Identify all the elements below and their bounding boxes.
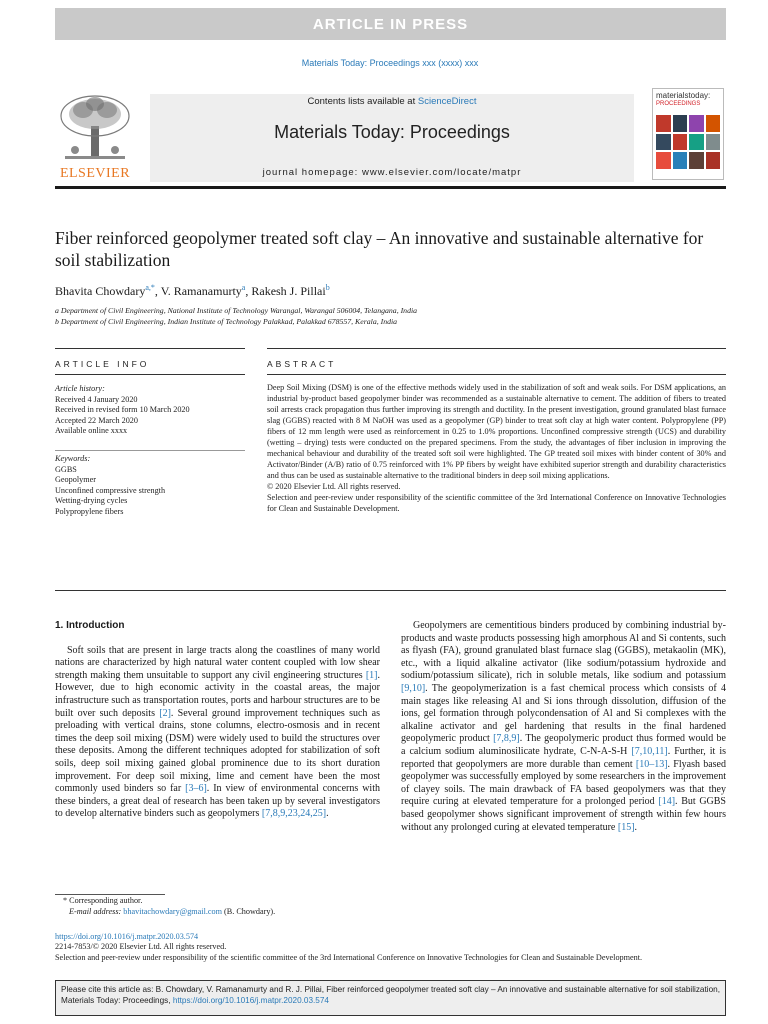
citation-link[interactable]: [7,10,11] [631,745,668,757]
keyword-item: Polypropylene fibers [55,506,124,516]
article-title: Fiber reinforced geopolymer treated soft clay – An innovative and sustainable alternative for soil stabilization [55,228,704,270]
citation-link[interactable]: [7,8,9] [493,733,520,745]
sciencedirect-link[interactable]: ScienceDirect [417,96,477,107]
history-item: Received 4 January 2020 [55,394,138,404]
peer-review-footnote: Selection and peer-review under responsibility of the scientific committee of the 3rd International Conference on Innovative Technologies for Clean and Sustainable Development. [55,953,643,962]
text-run: . However, due to high economic activity in the coastal areas, the major infrastructure such as transportation routes, ports and harbour structures are to be built over such deposits [55,669,380,719]
intro-paragraph [401,620,726,834]
elsevier-tree-logo [55,92,135,182]
text-run: . But GGBS based geopolymer shows significant improvement of strength within few hours without any prolonged curing at elevated temperature [401,796,726,833]
citation-link[interactable]: [2] [159,707,171,719]
abstract-peer-review: Selection and peer-review under responsibility of the scientific committee of the 3rd International Conference on Innovative Technologies for Clean and Sustainable Development. [267,493,726,513]
citation-link[interactable]: [10–13] [635,758,668,770]
citation-link[interactable]: [14] [658,796,676,808]
abstract-text: Deep Soil Mixing (DSM) is one of the effective methods widely used in the stabilization of soft and weak soils. For DSM applications, an industrial by-product based geopolymer binder was recommended as a sustainable alternative to cement. The addition of fibers to treated soil arrests crack propagation thus further improving its strength and ductility. In the present investigation, ground granulated blast furnace slag (GGBS) reacted with 8 M NaOH was used as a geopolymer (GP) binder to treat soft clay at high water content. Polypropylene (PP) fibers of 12 mm length were used as reinforcement in 0.25 to 1.0% proportions. Unconfined compressive strength (UCS) and durability (wetting – drying) tests were conducted on the prepared specimens. From the study, the advantages of fiber inclusion in improving the mechanical behaviour and durability of the treated soft soil were highlighted. The GP treated soil mixes with binder content of 30% and Activator/Binder (A/B) ratio of 0.75 reinforced with 1% PP fibers by weight have exhibited superior strength and durability characteristics and thus can be used as sustainable alternative to the traditional binders in deep soil mixing applications. [267,383,726,480]
body-top-rule [55,590,726,591]
article-info-heading: ARTICLE INFO [55,359,150,369]
top-citation-link[interactable]: Materials Today: Proceedings xxx (xxxx) xxx [301,58,479,68]
author-separator: , [154,284,161,298]
text-run: . Further, it is reported that geopolymers are more durable than cement [401,745,726,770]
footnote-rule [55,894,165,895]
cover-title: materialstoday: [656,91,711,100]
section-heading-introduction: 1. Introduction [55,620,125,631]
citation-link[interactable]: [9,10] [401,682,426,694]
keyword-item: GGBS [55,464,77,474]
doi-text[interactable]: https://doi.org/10.1016/j.matpr.2020.03.574 [55,932,199,941]
author-affil-mark[interactable]: a [241,283,246,292]
author-affil-mark[interactable]: b [325,283,330,292]
intro-paragraph [55,645,380,821]
journal-homepage[interactable]: journal homepage: www.elsevier.com/locate/matpr [262,167,522,178]
history-item: Received in revised form 10 March 2020 [55,405,190,414]
citation-link[interactable]: [15] [617,821,635,833]
body-column-left [55,620,380,821]
text-run: Soft soils that are present in large tracts along the coastlines of many world nations are characterized by high natural water content coupled with low shear strength making them unsuitable to support any civil engineering structures [55,644,380,681]
history-label: Article history: [55,384,105,393]
corresponding-author-note: * Corresponding author. [63,896,143,905]
article-in-press-banner [55,8,726,40]
citation-link[interactable]: [1] [365,669,378,681]
text-run: . In view of environmental concerns with these binders, a great deal of research has been taken up by several investigators to develop alternative binders such as geopolymers [55,783,380,820]
author-affil-mark[interactable]: a,* [145,283,155,292]
cite-doi-link[interactable]: https://doi.org/10.1016/j.matpr.2020.03.574 [172,996,329,1005]
journal-title: Materials Today: Proceedings [274,122,510,142]
cite-text: Please cite this article as: B. Chowdary, V. Ramanamurty and R. J. Pillai, Fiber reinforced geopolymer treated soft clay – An innovative and sustainable alternative for soil stabilization, Materials Today: Proceedings, [61,985,720,1005]
body-column-right [401,620,726,834]
author-name[interactable]: V. Ramanamurty [160,284,242,298]
abstract-heading: ABSTRACT [267,359,337,369]
text-run: . Several ground improvement techniques such as preloading with vertical drains, stone columns, electro-osmosis and in recent times the deep soil mixing (DSM) were widely used to build the structures over these deposits. Among the different techniques adopted for stabilization of soft soils, deep soil mixing gained global prominence due to its short duration improvement. For deep soil mixing, lime and cement have been the most commonly used binders so far [55,707,380,795]
history-item: Available online xxxx [55,426,128,435]
affiliation-a: a Department of Civil Engineering, National Institute of Technology Warangal, Warangal 506004, Telangana, India [55,306,418,315]
issn-line: 2214-7853/© 2020 Elsevier Ltd. All rights reserved. [55,942,227,951]
text-run: . Flyash based geopolymer was successfully employed by some researchers in the improvement of clayey soils. The main drawback of FA based geopolymers was that they require curing at elevated temperature for a prolonged period [401,758,726,808]
keywords-list [55,454,245,517]
author-name[interactable]: Bhavita Chowdary [55,284,146,298]
cover-subtitle: PROCEEDINGS [656,101,701,107]
history-item: Accepted 22 March 2020 [55,415,138,425]
banner-label: ARTICLE IN PRESS [312,15,469,33]
info-rule [55,348,245,349]
publisher-name: ELSEVIER [59,166,131,181]
email-suffix: (B. Chowdary). [222,907,276,916]
affiliation-b: b Department of Civil Engineering, Indian Institute of Technology Palakkad, Palakkad 678557, Kerala, India [55,317,398,326]
abstract-body [267,382,726,514]
author-list [55,283,715,299]
cover-image-grid [656,115,720,169]
article-history [55,384,245,437]
text-run: Geopolymers are cementitious binders produced by combining industrial by-products and waste products possessing high amorphous Al and Si contents, such as flyash (FA), ground granulated blast furnace slag (GGBS), metakaolin (MK), etc., with a liquid alkaline activator (like sodium/potassium hydroxide and sodium/potassium silicate), rich in soluble metals, like sodium and potassium [401,620,726,682]
contents-prefix: Contents lists available at [307,96,418,107]
text-run: . The geopolymerization is a fast chemical process which consists of 4 main stages like releasing Al and Si ions through dissolution, diffusion of the ions, gel formation through polycondensation of Al and Si complexes with the alkaline activator and gel hardening that results in the final hardened geopolymeric product [401,682,726,745]
info-rule-under [55,374,245,375]
email-footnote [55,907,726,918]
abstract-rule [267,348,726,349]
text-run: . The geopolymeric product thus formed would be a calcium sodium aluminosilicate hydrate, C-N-A-S-H [401,733,726,757]
keywords-label: Keywords: [55,454,91,463]
tree-icon [55,92,135,164]
email-label: E-mail address: [69,907,124,916]
keyword-item: Geopolymer [55,475,96,484]
abstract-rule-under [267,374,726,375]
keyword-item: Unconfined compressive strength [55,485,166,495]
author-name[interactable]: Rakesh J. Pillai [251,284,326,298]
author-separator: , [245,284,252,298]
masthead-rule [55,186,726,189]
please-cite-box [55,980,726,1016]
abstract-copyright: © 2020 Elsevier Ltd. All rights reserved. [267,482,401,491]
journal-masthead [55,86,726,182]
email-link[interactable]: bhavitachowdary@gmail.com [123,907,222,916]
keywords-rule [55,450,245,451]
citation-link[interactable]: [7,8,9,23,24,25] [261,808,327,820]
doi-link[interactable] [55,932,726,943]
journal-cover-thumbnail [652,88,724,180]
citation-link[interactable]: [3–6] [185,783,207,795]
contents-line [150,96,634,107]
masthead-center [150,94,634,182]
text-run: . [634,821,638,833]
text-run: . [326,808,329,820]
keyword-item: Wetting-drying cycles [55,496,128,505]
